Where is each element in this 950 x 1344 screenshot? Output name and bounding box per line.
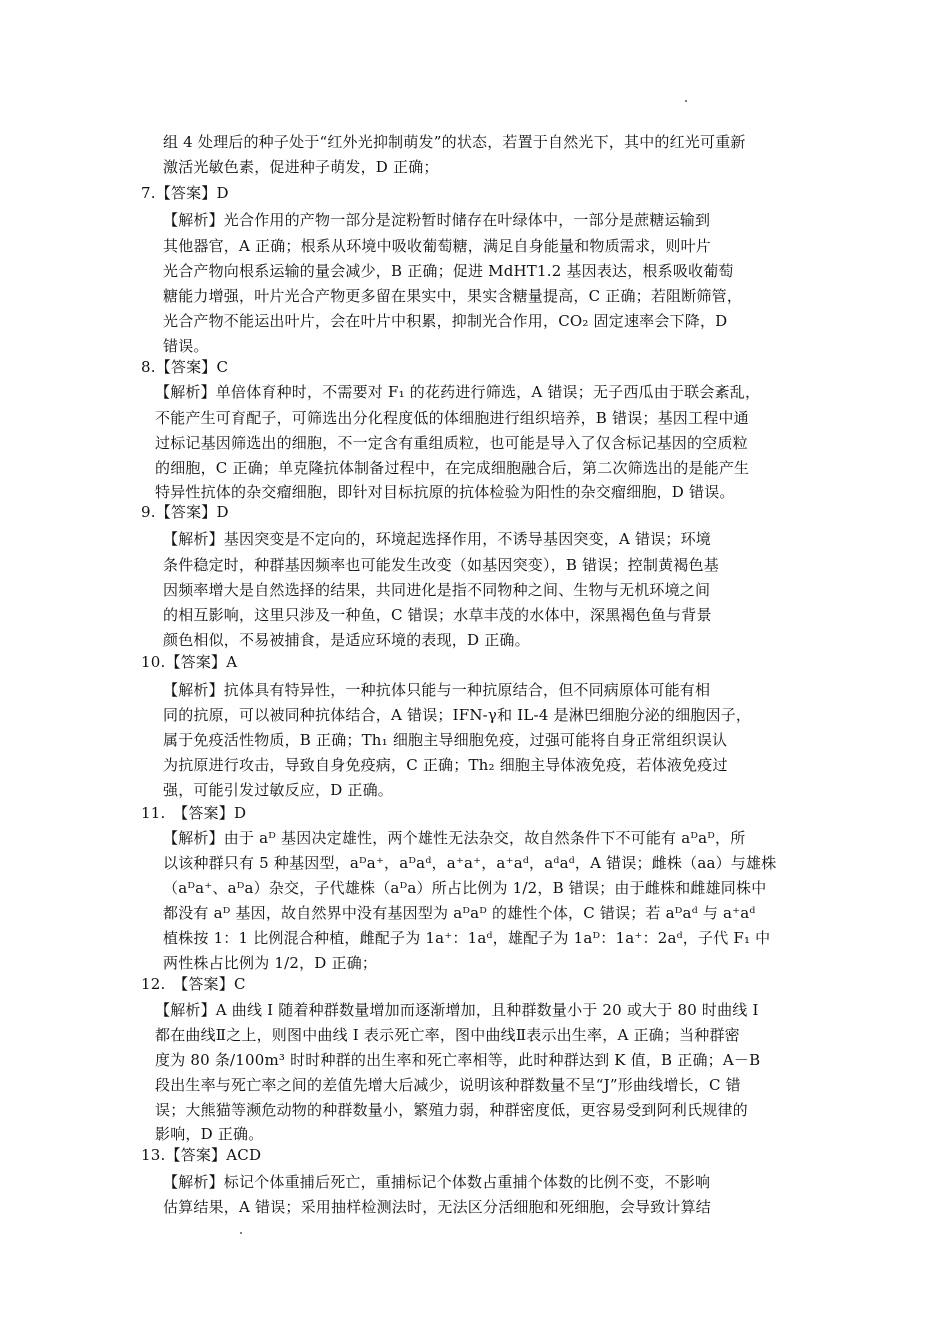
text-line: 两性株占比例为 1/2，D 正确；	[163, 954, 378, 972]
text-line: 都在曲线Ⅱ之上，则图中曲线 I 表示死亡率，图中曲线Ⅱ表示出生率，A 正确；当种群密	[155, 1026, 740, 1044]
explanation-line: 【解析】A 曲线 I 随着种群数量增加而逐渐增加，且种群数量小于 20 或大于 80 时曲线 I	[155, 1001, 759, 1019]
text-line: 错误。	[163, 337, 209, 355]
stray-mark	[685, 100, 687, 102]
answer-heading: 10.【答案】A	[141, 653, 238, 671]
text-line: 因频率增大是自然选择的结果，共同进化是指不同物种之间、生物与无机环境之间	[163, 581, 711, 599]
text-line: 光合产物向根系运输的量会减少，B 正确；促进 MdHT1.2 基因表达，根系吸收葡萄	[163, 262, 734, 280]
explanation-line: 【解析】抗体具有特异性，一种抗体只能与一种抗原结合，但不同病原体可能有相	[163, 681, 711, 699]
text-line: 影响，D 正确。	[155, 1125, 264, 1143]
text-line: 颜色相似，不易被捕食，是适应环境的表现，D 正确。	[163, 631, 530, 649]
answer-heading: 12. 【答案】C	[141, 975, 246, 993]
answer-heading: 13.【答案】ACD	[141, 1146, 262, 1164]
text-line: 其他器官，A 正确；根系从环境中吸收葡萄糖，满足自身能量和物质需求，则叶片	[163, 237, 712, 255]
text-line: （aᴰa⁺、aᴰa）杂交，子代雄株（aᴰa）所占比例为 1/2，B 错误；由于雌株和雌雄同株中	[163, 879, 767, 897]
explanation-line: 【解析】标记个体重捕后死亡，重捕标记个体数占重捕个体数的比例不变，不影响	[163, 1173, 711, 1191]
text-line: 条件稳定时，种群基因频率也可能发生改变（如基因突变），B 错误；控制黄褐色基	[163, 556, 719, 574]
explanation-line: 【解析】由于 aᴰ 基因决定雄性，两个雄性无法杂交，故自然条件下不可能有 aᴰaᴰ，所	[163, 829, 746, 847]
text-line: 的细胞，C 正确；单克隆抗体制备过程中，在完成细胞融合后，第二次筛选出的是能产生	[155, 459, 750, 477]
explanation-line: 【解析】基因突变是不定向的，环境起选择作用，不诱导基因突变，A 错误；环境	[163, 530, 712, 548]
answer-heading: 9.【答案】D	[141, 503, 229, 521]
text-line: 植株按 1：1 比例混合种植，雌配子为 1a⁺：1aᵈ，雄配子为 1aᴰ：1a⁺：2aᵈ，子代 F₁ 中	[163, 929, 771, 947]
text-line: 属于免疫活性物质，B 正确；Th₁ 细胞主导细胞免疫，过强可能将自身正常组织误认	[163, 731, 728, 749]
explanation-line: 【解析】光合作用的产物一部分是淀粉暂时储存在叶绿体中，一部分是蔗糖运输到	[163, 211, 711, 229]
text-line: 糖能力增强，叶片光合产物更多留在果实中，果实含糖量提高，C 正确；若阻断筛管，	[163, 287, 743, 305]
text-line: 为抗原进行攻击，导致自身免疫病，C 正确；Th₂ 细胞主导体液免疫，若体液免疫过	[163, 756, 728, 774]
answer-heading: 8.【答案】C	[141, 358, 229, 376]
text-line: 强，可能引发过敏反应，D 正确。	[163, 781, 393, 799]
text-line: 组 4 处理后的种子处于“红外光抑制萌发”的状态，若置于自然光下，其中的红光可重新	[163, 133, 746, 151]
text-line: 过标记基因筛选出的细胞，不一定含有重组质粒，也可能是导入了仅含标记基因的空质粒	[155, 434, 748, 452]
text-line: 不能产生可育配子，可筛选出分化程度低的体细胞进行组织培养，B 错误；基因工程中通	[155, 409, 749, 427]
text-line: 同的抗原，可以被同种抗体结合，A 错误；IFN-γ和 IL-4 是淋巴细胞分泌的细胞因子，	[163, 706, 752, 724]
explanation-line: 【解析】单倍体育种时，不需要对 F₁ 的花药进行筛选，A 错误；无子西瓜由于联会紊乱，	[155, 383, 761, 401]
text-line: 的相互影响，这里只涉及一种鱼，C 错误；水草丰茂的水体中，深黑褐色鱼与背景	[163, 606, 712, 624]
text-line: 度为 80 条/100m³ 时时种群的出生率和死亡率相等，此时种群达到 K 值，B 正确；A－B	[155, 1051, 761, 1069]
text-line: 段出生率与死亡率之间的差值先增大后减少，说明该种群数量不呈“J”形曲线增长，C 错	[155, 1076, 741, 1094]
answer-heading: 11. 【答案】D	[141, 804, 247, 822]
text-line: 误；大熊猫等濒危动物的种群数量小，繁殖力弱，种群密度低，更容易受到阿利氏规律的	[155, 1101, 748, 1119]
text-line: 都没有 aᴰ 基因，故自然界中没有基因型为 aᴰaᴰ 的雄性个体，C 错误；若 aᴰaᵈ 与 a⁺aᵈ	[163, 904, 756, 922]
text-line: 估算结果，A 错误；采用抽样检测法时，无法区分活细胞和死细胞，会导致计算结	[163, 1198, 712, 1216]
text-line: 特异性抗体的杂交瘤细胞，即针对目标抗原的抗体检验为阳性的杂交瘤细胞，D 错误。	[155, 483, 735, 501]
text-line: 光合产物不能运出叶片，会在叶片中积累，抑制光合作用，CO₂ 固定速率会下降，D	[163, 312, 728, 330]
text-line: 激活光敏色素，促进种子萌发，D 正确；	[163, 158, 439, 176]
text-line: 以该种群只有 5 种基因型，aᴰa⁺，aᴰaᵈ，a⁺a⁺，a⁺aᵈ，aᵈaᵈ，A 错误；雌株（aa）与雄株	[163, 854, 777, 872]
stray-mark	[240, 1232, 242, 1234]
answer-heading: 7.【答案】D	[141, 184, 229, 202]
